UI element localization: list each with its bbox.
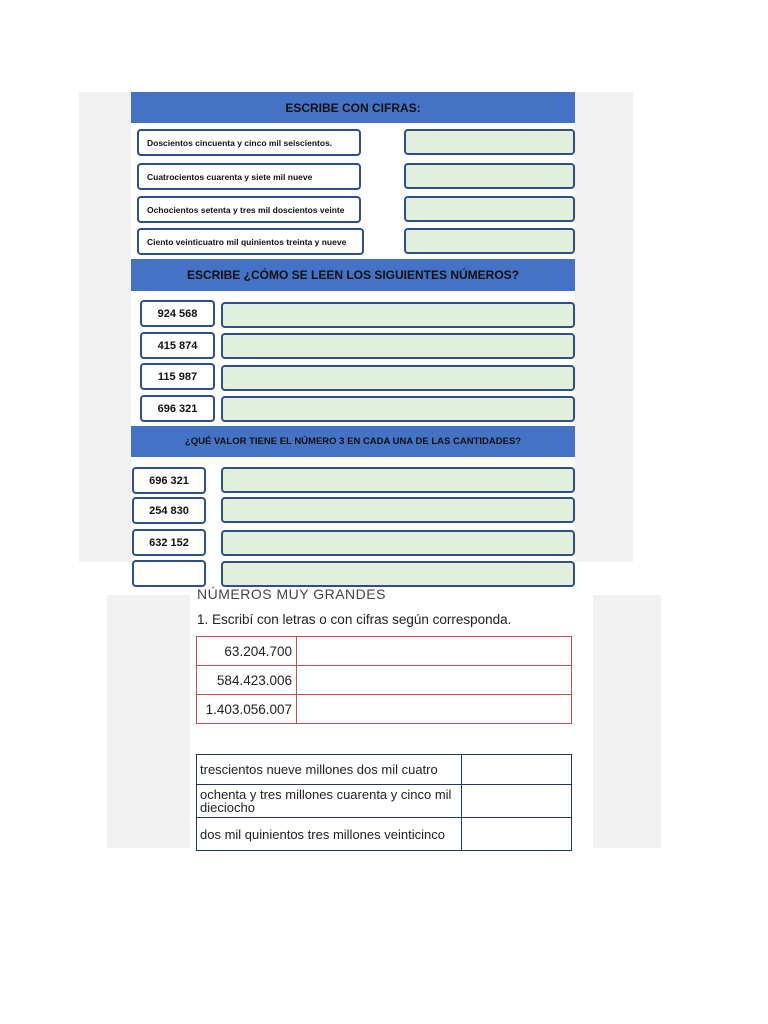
answer-box-4[interactable] [404,228,575,254]
table-row [197,785,572,818]
answer-cell[interactable] [297,695,572,724]
number-label-1: 924 568 [140,300,215,327]
numbers-table [196,636,572,724]
reading-box-1[interactable] [221,302,575,328]
instruction-text: 1. Escribí con letras o con cifras según corresponda. [197,612,512,627]
words-cell: dos mil quinientos tres millones veinticinco [197,818,462,851]
answer-cell[interactable] [462,818,572,851]
number-cell: 584.423.006 [197,666,297,695]
table-row [197,755,572,785]
words-table [196,754,572,851]
answer-box-2[interactable] [404,163,575,189]
section-header-como-se-leen: ESCRIBE ¿CÓMO SE LEEN LOS SIGUIENTES NÚMEROS? [131,259,575,291]
answer-cell[interactable] [462,785,572,818]
worksheet-image-2 [107,586,661,848]
number-label-3: 115 987 [140,363,215,390]
answer-box-3[interactable] [404,196,575,222]
worksheet-image-1 [79,92,633,562]
table-row [197,666,572,695]
table-row [197,637,572,666]
table-row [197,818,572,851]
phrase-label-3: Ochocientos setenta y tres mil doscientos veinte [137,196,361,223]
number-label-6: 254 830 [132,497,206,524]
words-cell: ochenta y tres millones cuarenta y cinco mil dieciocho [197,785,462,818]
phrase-label-2: Cuatrocientos cuarenta y siete mil nueve [137,163,361,190]
number-label-2: 415 874 [140,332,215,359]
number-cell: 63.204.700 [197,637,297,666]
answer-cell[interactable] [297,637,572,666]
reading-box-3[interactable] [221,365,575,391]
cut-off-heading: NÚMEROS MUY GRANDES [197,586,386,602]
worksheet-page-2 [190,586,593,848]
section-header-escribe-con-cifras: ESCRIBE CON CIFRAS: [131,92,575,123]
answer-cell[interactable] [297,666,572,695]
table-row [197,695,572,724]
reading-box-2[interactable] [221,333,575,359]
answer-box-1[interactable] [404,129,575,155]
number-label-4: 696 321 [140,395,215,422]
value-box-2[interactable] [221,497,575,523]
number-label-7: 632 152 [132,529,206,556]
phrase-label-1: Doscientos cincuenta y cinco mil seiscientos. [137,129,361,156]
number-label-5: 696 321 [132,467,206,494]
phrase-label-4: Ciento veinticuatro mil quinientos treinta y nueve [137,228,364,255]
worksheet-page-1 [131,92,575,562]
answer-cell[interactable] [462,755,572,785]
number-label-cut [132,560,206,587]
value-box-3[interactable] [221,530,575,556]
number-cell: 1.403.056.007 [197,695,297,724]
reading-box-4[interactable] [221,396,575,422]
value-box-cut [221,561,575,587]
value-box-1[interactable] [221,467,575,493]
section-header-valor-del-3: ¿QUÉ VALOR TIENE EL NÚMERO 3 EN CADA UNA DE LAS CANTIDADES? [131,426,575,457]
words-cell: trescientos nueve millones dos mil cuatro [197,755,462,785]
